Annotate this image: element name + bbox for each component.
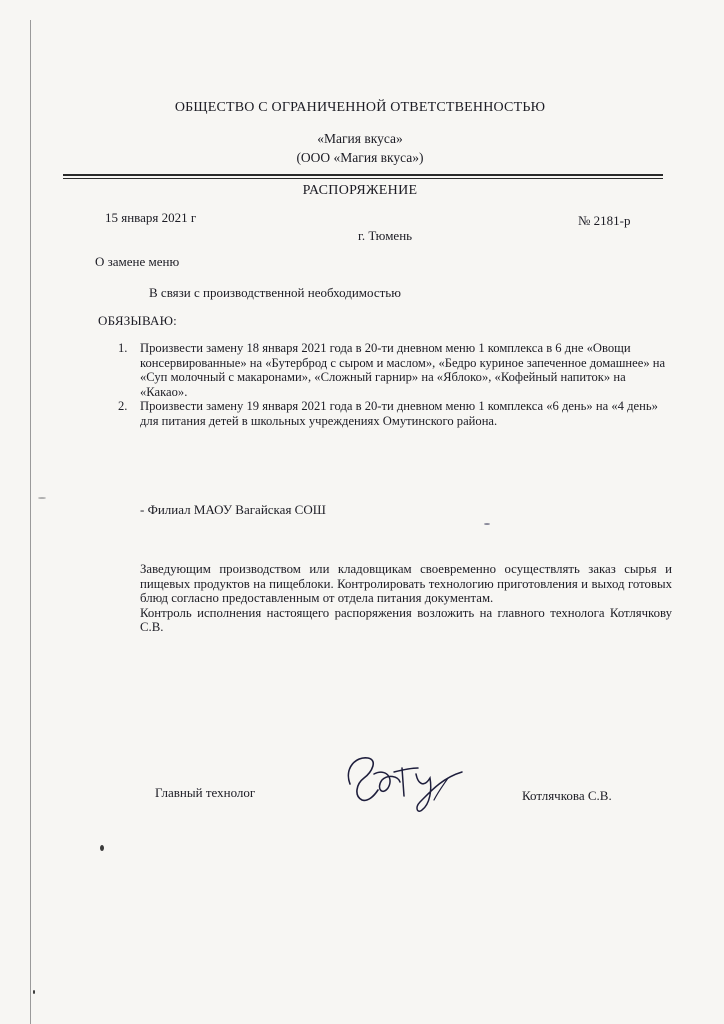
- list-item-number: 1.: [118, 341, 128, 355]
- company-form: ОБЩЕСТВО С ОГРАНИЧЕННОЙ ОТВЕТСТВЕННОСТЬЮ: [174, 100, 546, 115]
- scan-speck: [100, 845, 104, 851]
- signatory-name: Котлячкова С.В.: [522, 788, 612, 803]
- scan-edge-line: [30, 20, 31, 1024]
- handwritten-signature: [338, 738, 468, 818]
- list-item-text: Произвести замену 19 января 2021 года в 20-ти дневном меню 1 комплекса «6 день» на «4 день» для питания детей в школьных учреждениях Омутинского района.: [140, 399, 658, 428]
- signatory-title: Главный технолог: [155, 785, 256, 800]
- branch-name: - Филиал МАОУ Вагайская СОШ: [140, 502, 326, 517]
- document-type: РАСПОРЯЖЕНИЕ: [302, 183, 418, 198]
- company-name: «Магия вкуса»: [317, 131, 403, 146]
- header-rule-thin: [63, 178, 663, 179]
- company-short-name: (ООО «Магия вкуса»): [296, 150, 424, 165]
- document-subject: О замене меню: [95, 254, 180, 269]
- scan-speck: [33, 990, 35, 994]
- scan-speck: [484, 523, 490, 525]
- instructions-paragraph: Контроль исполнения настоящего распоряжения возложить на главного технолога Котлячкову С.В.: [140, 605, 672, 635]
- document-city: г. Тюмень: [358, 228, 413, 243]
- document-reason: В связи с производственной необходимостью: [149, 285, 401, 300]
- order-items-list: [116, 341, 676, 428]
- list-item-number: 2.: [118, 399, 128, 413]
- document-date: 15 января 2021 г: [105, 210, 197, 225]
- list-item: [116, 341, 676, 399]
- list-item: [116, 399, 676, 428]
- instructions-block: [140, 562, 672, 635]
- instructions-paragraph: Заведующим производством или кладовщикам своевременно осуществлять заказ сырья и пищевых продуктов на пищеблоки. Контролировать технологию приготовления и выход готовых блюд согласно предоставленным от отдела питания документам.: [140, 562, 672, 606]
- oblige-heading: ОБЯЗЫВАЮ:: [98, 313, 177, 328]
- document-number: № 2181-р: [578, 213, 631, 228]
- list-item-text: Произвести замену 18 января 2021 года в 20-ти дневном меню 1 комплекса в 6 дне «Овощи консервированные» на «Бутерброд с сыром и маслом», «Бедро куриное запеченное домашнее» на «Суп молочный с макаронами», «Сложный гарнир» на «Яблоко», «Кофейный напиток» на «Какао».: [140, 341, 666, 399]
- scan-speck: [38, 497, 46, 499]
- header-rule-thick: [63, 174, 663, 176]
